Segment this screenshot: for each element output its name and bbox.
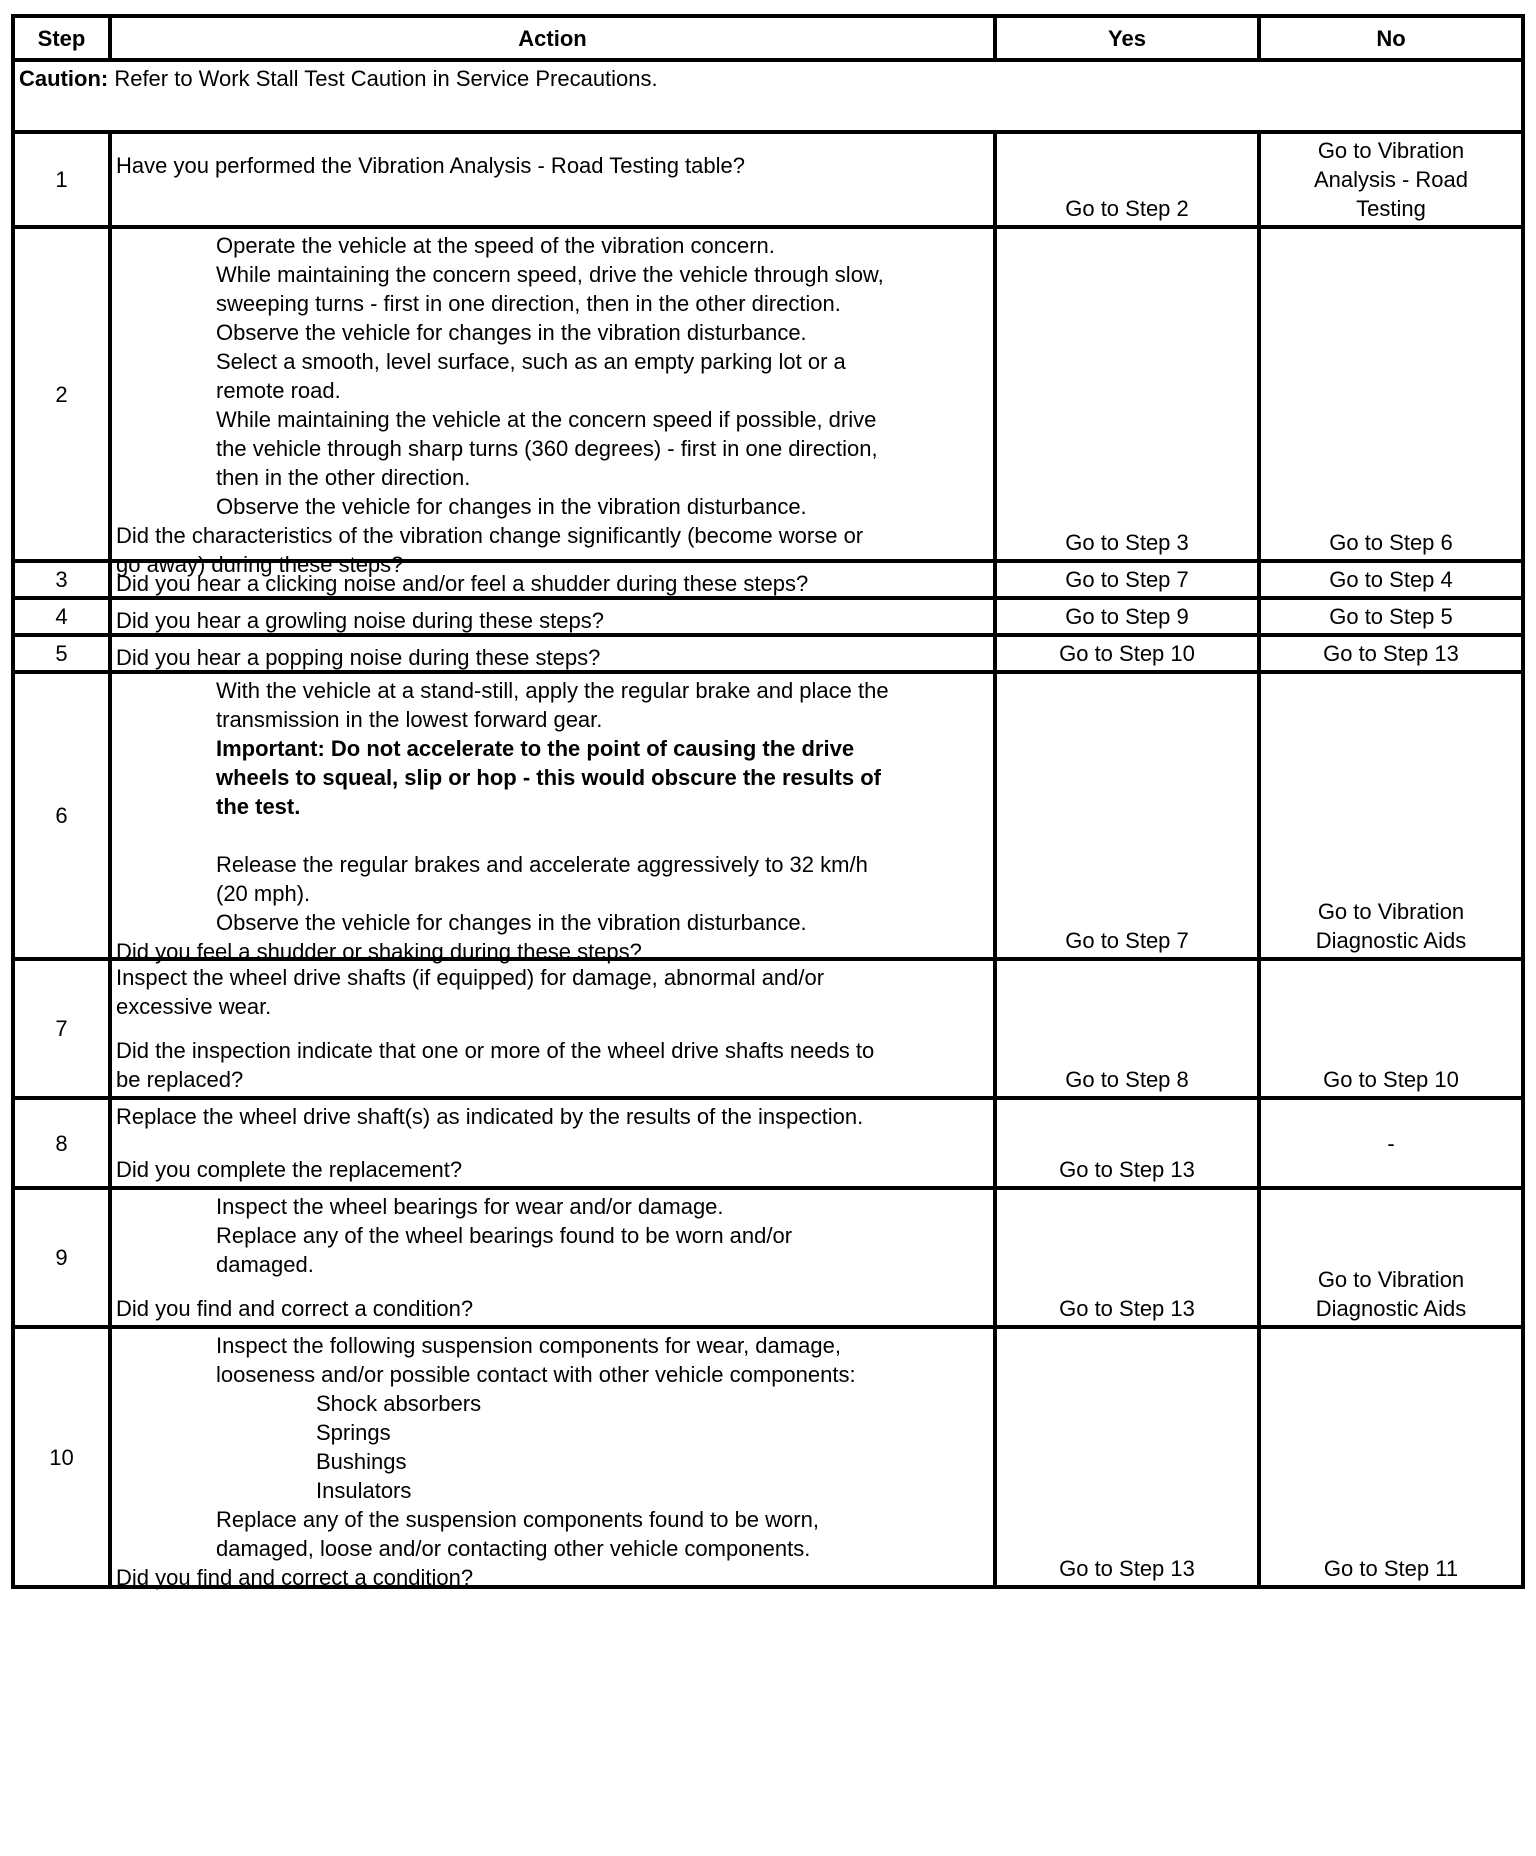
no-link[interactable]: Go to Vibration bbox=[1317, 138, 1465, 163]
no-cell bbox=[1259, 1098, 1523, 1188]
important-note-line: Important: Do not accelerate to the point of causing the drive bbox=[216, 736, 855, 761]
no-cell bbox=[1259, 959, 1523, 1098]
action-question bbox=[116, 1294, 989, 1323]
action-question bbox=[116, 643, 989, 672]
action-instructions bbox=[116, 963, 989, 1021]
no-cell bbox=[1259, 1327, 1523, 1587]
instruction-line: Release the regular brakes and accelerate aggressively to 32 km/h bbox=[216, 852, 868, 877]
question-line: be replaced? bbox=[116, 1067, 244, 1092]
yes-link[interactable]: Go to Step 9 bbox=[1065, 604, 1189, 629]
header-no: No bbox=[1259, 16, 1523, 60]
question-line: go away) during these steps? bbox=[116, 552, 404, 577]
instruction-line: Inspect the wheel bearings for wear and/or damage. bbox=[216, 1194, 724, 1219]
no-cell bbox=[1259, 1188, 1523, 1327]
instruction-line: damaged, loose and/or contacting other vehicle components. bbox=[216, 1536, 811, 1561]
caution-row bbox=[13, 60, 1523, 132]
caution-cell bbox=[13, 60, 1523, 132]
no-link[interactable]: Go to Step 4 bbox=[1329, 567, 1453, 592]
yes-link[interactable]: Go to Step 8 bbox=[1065, 1067, 1189, 1092]
no-link[interactable]: Go to Step 5 bbox=[1329, 604, 1453, 629]
instruction-line: the vehicle through sharp turns (360 degrees) - first in one direction, bbox=[216, 436, 878, 461]
question-line: Did the characteristics of the vibration change significantly (become worse or bbox=[116, 523, 864, 548]
yes-cell bbox=[995, 598, 1259, 635]
no-link[interactable]: Go to Step 11 bbox=[1323, 1556, 1459, 1581]
instruction-line: excessive wear. bbox=[116, 994, 272, 1019]
question-line: Did you complete the replacement? bbox=[116, 1157, 463, 1182]
action-cell bbox=[110, 635, 995, 672]
step-number: 9 bbox=[13, 1188, 110, 1327]
instruction-line: Bushings bbox=[316, 1449, 407, 1474]
action-instructions bbox=[116, 1102, 989, 1131]
header-action: Action bbox=[110, 16, 995, 60]
instruction-line: While maintaining the vehicle at the concern speed if possible, drive bbox=[216, 407, 877, 432]
no-link[interactable]: Go to Step 10 bbox=[1323, 1067, 1459, 1092]
action-cell bbox=[110, 227, 995, 577]
action-question bbox=[116, 1036, 989, 1094]
instruction-line: Shock absorbers bbox=[316, 1391, 482, 1416]
instruction-line: With the vehicle at a stand-still, apply the regular brake and place the bbox=[216, 678, 889, 703]
no-link[interactable]: Diagnostic Aids bbox=[1315, 1296, 1467, 1321]
action-cell bbox=[110, 132, 995, 227]
yes-link[interactable]: Go to Step 13 bbox=[1059, 1157, 1195, 1182]
instruction-line bbox=[116, 821, 989, 850]
instruction-line: Have you performed the Vibration Analysis - Road Testing table? bbox=[116, 153, 745, 178]
action-question bbox=[116, 1155, 989, 1184]
instruction-line: Select a smooth, level surface, such as an empty parking lot or a bbox=[216, 349, 846, 374]
yes-cell bbox=[995, 672, 1259, 959]
table-row bbox=[13, 1327, 1523, 1587]
yes-link[interactable]: Go to Step 2 bbox=[1065, 196, 1189, 221]
table-row bbox=[13, 959, 1523, 1098]
no-cell bbox=[1259, 672, 1523, 959]
instruction-line: Replace any of the suspension components found to be worn, bbox=[216, 1507, 819, 1532]
instruction-line: Inspect the wheel drive shafts (if equipped) for damage, abnormal and/or bbox=[116, 965, 825, 990]
question-line: Did you hear a growling noise during these steps? bbox=[116, 608, 604, 633]
instruction-line: Observe the vehicle for changes in the vibration disturbance. bbox=[216, 494, 807, 519]
yes-cell bbox=[995, 635, 1259, 672]
header-yes: Yes bbox=[995, 16, 1259, 60]
instruction-line: Replace the wheel drive shaft(s) as indicated by the results of the inspection. bbox=[116, 1104, 864, 1129]
step-number: 7 bbox=[13, 959, 110, 1098]
instruction-line: Springs bbox=[316, 1420, 391, 1445]
yes-link[interactable]: Go to Step 10 bbox=[1059, 641, 1195, 666]
instruction-line: Insulators bbox=[316, 1478, 412, 1503]
action-instructions bbox=[116, 1192, 989, 1279]
yes-link[interactable]: Go to Step 7 bbox=[1065, 928, 1189, 953]
step-number: 1 bbox=[13, 132, 110, 227]
important-note-line: the test. bbox=[216, 794, 301, 819]
instruction-line: Observe the vehicle for changes in the vibration disturbance. bbox=[216, 910, 807, 935]
instruction-line: looseness and/or possible contact with other vehicle components: bbox=[216, 1362, 856, 1387]
step-number: 2 bbox=[13, 227, 110, 561]
yes-cell bbox=[995, 1098, 1259, 1188]
no-cell bbox=[1259, 635, 1523, 672]
no-link[interactable]: Go to Vibration bbox=[1317, 1267, 1465, 1292]
yes-cell bbox=[995, 561, 1259, 598]
instruction-line: remote road. bbox=[216, 378, 341, 403]
table-row bbox=[13, 672, 1523, 959]
action-instructions bbox=[116, 1331, 989, 1563]
yes-cell bbox=[995, 959, 1259, 1098]
table-row bbox=[13, 132, 1523, 227]
action-instructions bbox=[116, 676, 989, 937]
yes-cell bbox=[995, 227, 1259, 561]
instruction-line: (20 mph). bbox=[216, 881, 311, 906]
no-cell bbox=[1259, 227, 1523, 561]
step-number: 8 bbox=[13, 1098, 110, 1188]
header-row bbox=[13, 16, 1523, 60]
action-cell bbox=[110, 1188, 995, 1327]
action-question bbox=[116, 606, 989, 635]
table-body bbox=[13, 60, 1523, 1590]
no-link[interactable]: Go to Step 6 bbox=[1329, 530, 1453, 555]
action-question bbox=[116, 937, 989, 966]
question-line: Did you find and correct a condition? bbox=[116, 1565, 474, 1590]
no-link[interactable]: Diagnostic Aids bbox=[1315, 928, 1467, 953]
action-cell bbox=[110, 1098, 995, 1188]
step-number: 10 bbox=[13, 1327, 110, 1587]
yes-link[interactable]: Go to Step 7 bbox=[1065, 567, 1189, 592]
instruction-line: Observe the vehicle for changes in the vibration disturbance. bbox=[216, 320, 807, 345]
caution-label: Caution: bbox=[19, 66, 109, 91]
yes-link[interactable]: Go to Step 3 bbox=[1065, 530, 1189, 555]
table-row bbox=[13, 635, 1523, 672]
diagnostic-table bbox=[11, 14, 1525, 1589]
important-note-line: wheels to squeal, slip or hop - this would obscure the results of bbox=[216, 765, 881, 790]
question-line: Did you find and correct a condition? bbox=[116, 1296, 474, 1321]
instruction-line: then in the other direction. bbox=[216, 465, 471, 490]
no-link[interactable]: Testing bbox=[1356, 196, 1426, 221]
no-link[interactable]: Go to Step 13 bbox=[1323, 641, 1459, 666]
header-step: Step bbox=[13, 16, 110, 60]
instruction-line: Operate the vehicle at the speed of the vibration concern. bbox=[216, 233, 775, 258]
step-number: 4 bbox=[13, 598, 110, 635]
action-cell bbox=[110, 959, 995, 1098]
no-link: - bbox=[1387, 1130, 1395, 1156]
step-number: 3 bbox=[13, 561, 110, 598]
step-number: 6 bbox=[13, 672, 110, 959]
yes-cell bbox=[995, 1327, 1259, 1587]
no-link[interactable]: Go to Vibration bbox=[1317, 899, 1465, 924]
no-cell bbox=[1259, 598, 1523, 635]
table-row bbox=[13, 1098, 1523, 1188]
yes-cell bbox=[995, 132, 1259, 227]
action-question bbox=[116, 569, 989, 598]
step-number: 5 bbox=[13, 635, 110, 672]
instruction-line: While maintaining the concern speed, drive the vehicle through slow, bbox=[216, 262, 884, 287]
instruction-line: sweeping turns - first in one direction, then in the other direction. bbox=[216, 291, 841, 316]
yes-cell bbox=[995, 1188, 1259, 1327]
no-link[interactable]: Analysis - Road bbox=[1313, 167, 1469, 192]
action-cell bbox=[110, 598, 995, 635]
action-cell bbox=[110, 1327, 995, 1590]
action-instructions bbox=[116, 231, 989, 521]
table-row bbox=[13, 598, 1523, 635]
action-instructions bbox=[116, 151, 989, 180]
action-question bbox=[116, 1563, 989, 1592]
no-cell bbox=[1259, 561, 1523, 598]
caution-text: Refer to Work Stall Test Caution in Service Precautions. bbox=[108, 66, 658, 91]
instruction-line: Replace any of the wheel bearings found to be worn and/or bbox=[216, 1223, 793, 1248]
instruction-line: damaged. bbox=[216, 1252, 314, 1277]
question-line: Did you hear a clicking noise and/or feel a shudder during these steps? bbox=[116, 571, 809, 596]
yes-link[interactable]: Go to Step 13 bbox=[1059, 1556, 1195, 1581]
question-line: Did the inspection indicate that one or more of the wheel drive shafts needs to bbox=[116, 1038, 875, 1063]
question-line: Did you feel a shudder or shaking during these steps? bbox=[116, 939, 642, 964]
yes-link[interactable]: Go to Step 13 bbox=[1059, 1296, 1195, 1321]
table-row bbox=[13, 227, 1523, 561]
action-cell bbox=[110, 672, 995, 964]
no-cell bbox=[1259, 132, 1523, 227]
instruction-line: Inspect the following suspension components for wear, damage, bbox=[216, 1333, 841, 1358]
instruction-line: transmission in the lowest forward gear. bbox=[216, 707, 603, 732]
table-row bbox=[13, 1188, 1523, 1327]
question-line: Did you hear a popping noise during these steps? bbox=[116, 645, 601, 670]
